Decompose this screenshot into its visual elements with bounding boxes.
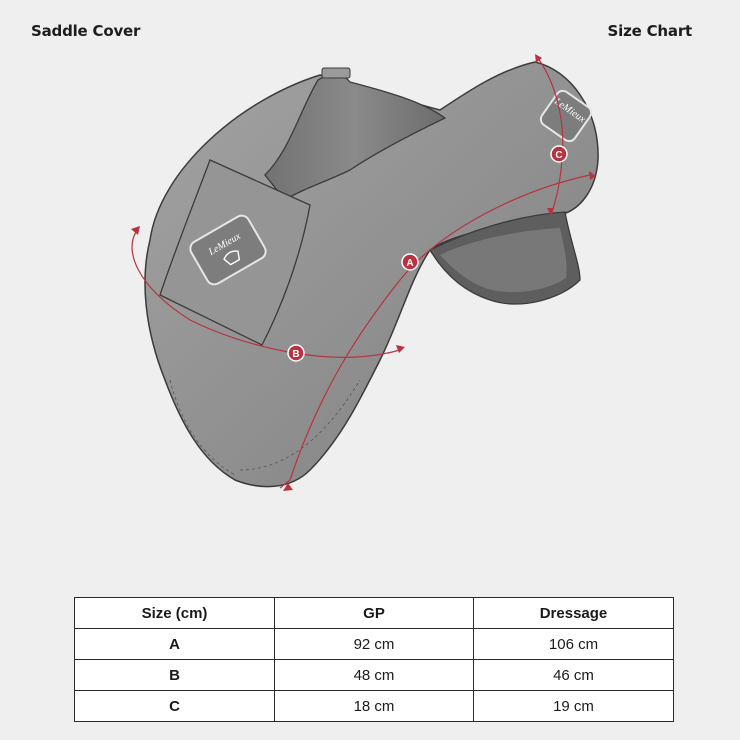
size-chart-title: Size Chart xyxy=(607,22,692,40)
column-header-dressage: Dressage xyxy=(474,598,674,629)
marker-c xyxy=(551,146,567,162)
column-header-gp: GP xyxy=(275,598,474,629)
table-header-row xyxy=(75,598,674,629)
marker-b xyxy=(288,345,304,361)
size-chart-table xyxy=(74,597,674,722)
saddle-cover-title: Saddle Cover xyxy=(31,22,141,40)
row-label: C xyxy=(75,691,275,722)
table-row xyxy=(75,660,674,691)
row-label: B xyxy=(75,660,275,691)
svg-text:C: C xyxy=(555,150,563,161)
pocket-logo-text: LeMieux xyxy=(206,230,243,258)
dressage-value: 46 cm xyxy=(474,660,674,691)
gp-value: 92 cm xyxy=(275,629,474,660)
cantle-logo-text: LeMieux xyxy=(552,96,588,126)
gp-value: 48 cm xyxy=(275,660,474,691)
dressage-value: 19 cm xyxy=(474,691,674,722)
marker-a xyxy=(402,254,418,270)
table-row xyxy=(75,629,674,660)
gp-value: 18 cm xyxy=(275,691,474,722)
svg-text:A: A xyxy=(406,258,414,269)
table-row xyxy=(75,691,674,722)
dressage-value: 106 cm xyxy=(474,629,674,660)
column-header-size: Size (cm) xyxy=(75,598,275,629)
row-label: A xyxy=(75,629,275,660)
svg-text:B: B xyxy=(292,349,300,360)
strap-buckle xyxy=(322,68,350,78)
